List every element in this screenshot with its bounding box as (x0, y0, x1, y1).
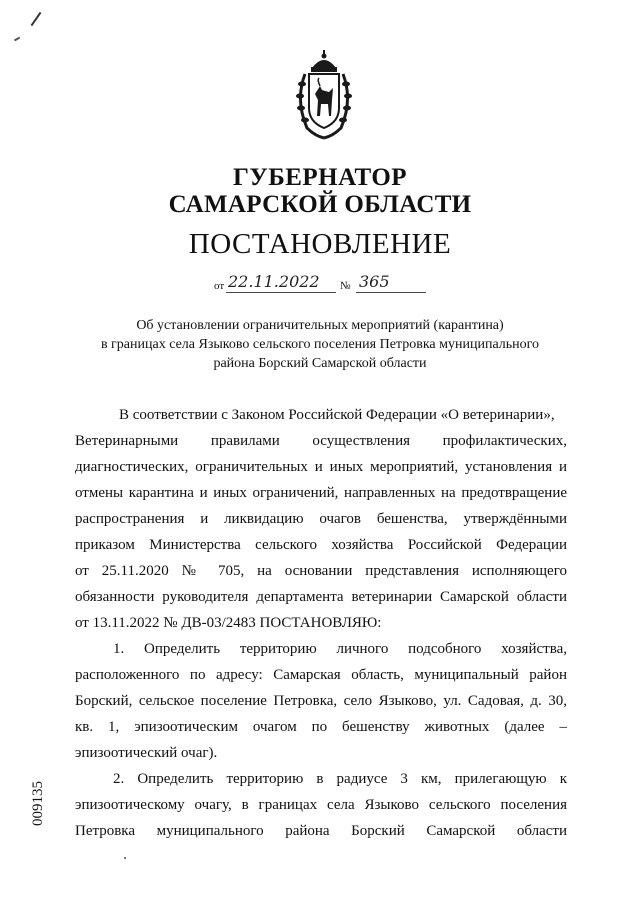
samara-region-coat-of-arms-icon (293, 50, 355, 140)
handwritten-number: 365 (359, 272, 390, 291)
date-underline (226, 292, 336, 293)
body-line: Борский, сельское поселение Петровка, село Языково, ул. Садовая, д. 30, (75, 693, 567, 709)
body-line: от 13.11.2022 № ДВ-03/2483 ПОСТАНОВЛЯЮ: (75, 615, 382, 631)
subject-line: в границах села Языково сельского поселения Петровка муниципального (100, 337, 540, 352)
registration-number: 009135 (30, 781, 46, 826)
pen-mark (31, 12, 42, 26)
body-line: приказом Министерства сельского хозяйства Российской Федерации (75, 537, 567, 553)
body-line: отмены карантина и иных ограничений, направленных на предотвращение (75, 485, 567, 501)
issuer-title: ГУБЕРНАТОР (232, 164, 408, 191)
body-line: эпизоотический очаг). (75, 745, 218, 761)
body-line: Ветеринарными правилами осуществления профилактических, (75, 433, 567, 449)
date-label: от (214, 280, 225, 292)
scan-speck (124, 857, 126, 859)
body-line: Петровка муниципального района Борский Самарской области (75, 823, 567, 839)
body-line: распространения и ликвидацию очагов бешенства, утверждёнными (75, 511, 567, 527)
date-number-line (214, 272, 434, 296)
subject-line: района Борский Самарской области (213, 356, 427, 371)
body-line: диагностических, ограничительных и иных мероприятий, установления и (75, 459, 567, 475)
decree-body (75, 402, 567, 844)
body-line: от 25.11.2020 № 705, на основании представления исполняющего (75, 563, 567, 579)
body-line: 1. Определить территорию личного подсобного хозяйства, (113, 641, 567, 657)
body-line: В соответствии с Законом Российской Федерации «О ветеринарии», (119, 407, 555, 423)
subject-line: Об установлении ограничительных мероприятий (карантина) (136, 318, 504, 333)
body-line: эпизоотическому очагу, в границах села Языково сельского поселения (75, 797, 567, 813)
number-label: № (340, 280, 351, 292)
issuer-region: САМАРСКОЙ ОБЛАСТИ (168, 191, 472, 218)
number-underline (356, 292, 426, 293)
body-line: кв. 1, эпизоотическим очагом по бешенству животных (далее – (75, 719, 567, 735)
body-line: расположенного по адресу: Самарская область, муниципальный район (75, 667, 567, 683)
document-type: ПОСТАНОВЛЕНИЕ (188, 228, 452, 260)
handwritten-date: 22.11.2022 (228, 272, 320, 291)
body-line: обязанности руководителя департамента ветеринарии Самарской области (75, 589, 567, 605)
decree-subject (60, 316, 580, 373)
pen-mark (14, 37, 20, 41)
body-line: 2. Определить территорию в радиусе 3 км, прилегающую к (113, 771, 567, 787)
